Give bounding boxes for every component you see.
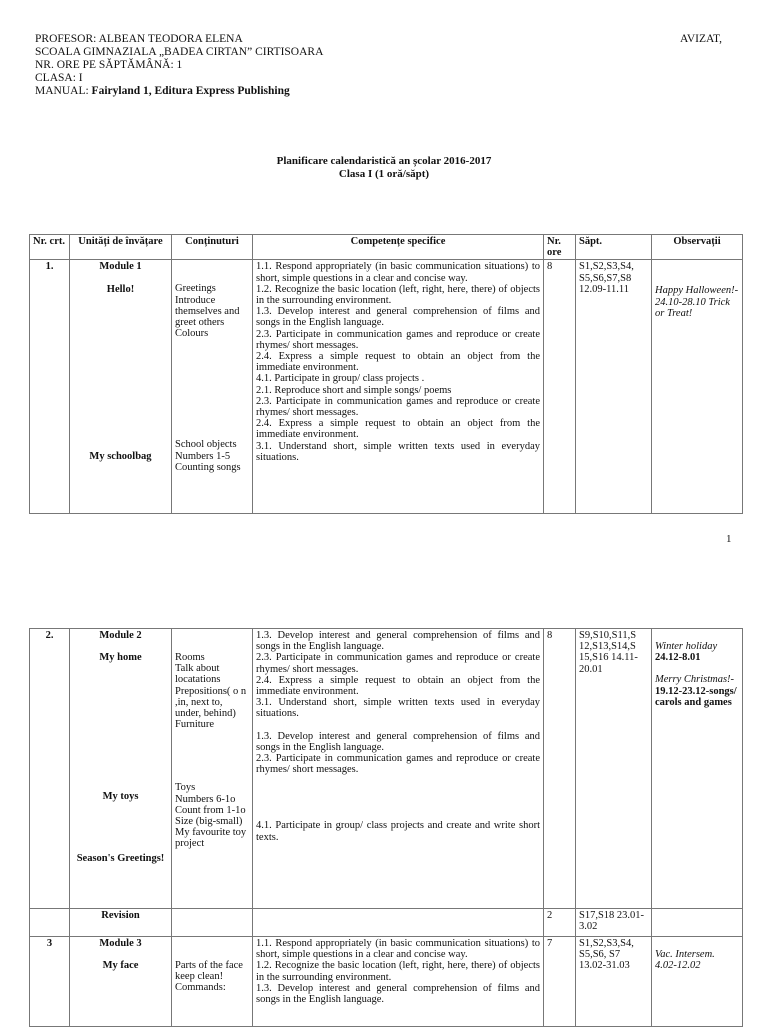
page-number: 1 — [726, 533, 732, 545]
module2-content-b: Toys Numbers 6-1o Count from 1-1o Size (big-small) My favourite toy project — [175, 782, 247, 850]
module3-hours: 7 — [544, 937, 576, 1027]
module2-obs-a: Winter holiday — [655, 641, 718, 652]
module3-weeks: S1,S2,S3,S4, S5,S6, S7 13.02-31.03 — [576, 937, 652, 1027]
header-class: CLASA: I — [35, 72, 83, 84]
table-row — [30, 909, 743, 937]
planning-table-page2 — [29, 628, 743, 1027]
col-sapt: Săpt. — [576, 235, 652, 260]
module2-obs-b: 24.12-8.01 — [655, 652, 701, 664]
manual-label: MANUAL: — [35, 85, 92, 97]
module3-content — [172, 937, 253, 1027]
header-school: SCOALA GIMNAZIALA „BADEA CIRTAN” CIRTISOARA — [35, 46, 324, 58]
col-continuturi: Conținuturi — [172, 235, 253, 260]
revision-competences — [253, 909, 544, 937]
module3-title: Module 3 — [99, 938, 142, 949]
module2-nr: 2. — [30, 629, 70, 909]
revision-label: Revision — [101, 910, 140, 921]
module2-weeks: S9,S10,S11,S 12,S13,S14,S 15,S16 14.11-20.01 — [576, 629, 652, 909]
module1-unit-b: My schoolbag — [89, 450, 152, 462]
approval-label: AVIZAT, — [680, 33, 723, 45]
module1-content — [172, 260, 253, 514]
document-header — [35, 33, 323, 98]
header-hours: NR. ORE PE SĂPTĂMÂNĂ: 1 — [35, 59, 183, 71]
module2-unit-a: My home — [99, 652, 142, 664]
table-row — [30, 937, 743, 1027]
competence-item: 2.3. Participate in communication games and reproduce or create rhymes/ short messages. — [256, 395, 540, 419]
module1-unit-a: Hello! — [106, 283, 135, 295]
module1-competences — [253, 260, 544, 514]
module2-content — [172, 629, 253, 909]
module2-title: Module 2 — [99, 630, 142, 641]
revision-obs — [652, 909, 743, 937]
module3-obs-text: Vac. Intersem. 4.02-12.02 — [655, 949, 715, 972]
module1-hours: 8 — [544, 260, 576, 514]
competence-item: 2.3. Participate in communication games and reproduce or create rhymes/ short messages. — [256, 753, 540, 776]
competence-item: 4.1. Participate in group/ class projects and create and write short texts. — [256, 820, 540, 843]
competence-item: 1.3. Develop interest and general comprehension of films and songs in the English language. — [256, 730, 540, 753]
revision-content — [172, 909, 253, 937]
competence-item: 2.3. Participate in communication games and reproduce or create rhymes/ short messages. — [256, 328, 540, 351]
module2-content-a: Rooms Talk about locatations Prepositions( o n ,in, next to, under, behind) Furniture — [175, 652, 247, 731]
module1-unit — [70, 260, 172, 514]
competence-item: 1.2. Recognize the basic location (left, right, here, there) of objects in the surrounding environment. — [256, 960, 540, 983]
col-competente: Competențe specifice — [253, 235, 544, 260]
manual-value: Fairyland 1, Editura Express Publishing — [91, 85, 290, 97]
revision-hours: 2 — [544, 909, 576, 937]
competence-item: 3.1. Understand short, simple written texts used in everyday situations. — [256, 440, 540, 463]
module2-competences — [253, 629, 544, 909]
module1-content-b: School objects Numbers 1-5 Counting songs — [175, 439, 241, 473]
header-teacher: PROFESOR: ALBEAN TEODORA ELENA — [35, 33, 243, 45]
module2-unit-b: My toys — [102, 791, 139, 803]
module2-obs-c: Merry Christmas!- — [655, 674, 735, 686]
competence-item: 2.4. Express a simple request to obtain an object from the immediate environment. — [256, 418, 540, 441]
page-title — [0, 155, 768, 181]
module3-nr: 3 — [30, 937, 70, 1027]
module3-competences — [253, 937, 544, 1027]
table-row — [30, 260, 743, 514]
module1-obs-text: Happy Halloween!- 24.10-28.10 Trick or Treat! — [655, 285, 739, 319]
col-ore: Nr. ore — [544, 235, 576, 260]
title-line-1: Planificare calendaristică an școlar 2016-2017 — [276, 155, 492, 167]
module1-title: Module 1 — [99, 261, 142, 273]
col-unitati: Unități de învățare — [70, 235, 172, 260]
module2-unit-c: Season's Greetings! — [76, 852, 165, 864]
competence-item: 1.3. Develop interest and general comprehension of films and songs in the English language. — [256, 630, 540, 653]
module1-nr: 1. — [30, 260, 70, 514]
col-obs: Observații — [652, 235, 743, 260]
header-manual — [35, 85, 323, 98]
competence-item: 1.3. Develop interest and general comprehension of films and songs in the English language. — [256, 982, 540, 1006]
competence-item: 3.1. Understand short, simple written texts used in everyday situations. — [256, 697, 540, 720]
competence-item: 1.1. Respond appropriately (in basic communication situations) to short, simple questions in a clear and concise way. — [256, 261, 540, 284]
module1-content-a: Greetings Introduce themselves and greet others Colours — [175, 283, 240, 340]
competence-item: 1.2. Recognize the basic location (left, right, here, there) of objects in the surrounding environment. — [256, 283, 540, 307]
competence-item: 2.3. Participate in communication games and reproduce or create rhymes/ short messages. — [256, 652, 540, 675]
revision-nr — [30, 909, 70, 937]
table-row — [30, 629, 743, 909]
table-header-row — [30, 235, 743, 260]
title-line-2: Clasa I (1 oră/săpt) — [338, 168, 430, 180]
module3-obs — [652, 937, 743, 1027]
col-nr: Nr. crt. — [30, 235, 70, 260]
module3-unit — [70, 937, 172, 1027]
module2-unit — [70, 629, 172, 909]
planning-table-page1 — [29, 234, 743, 514]
competence-item: 1.3. Develop interest and general comprehension of films and songs in the English language. — [256, 306, 540, 329]
competence-item: 1.1. Respond appropriately (in basic communication situations) to short, simple questions in a clear and concise way. — [256, 938, 540, 961]
module2-obs — [652, 629, 743, 909]
module3-unit-a: My face — [102, 960, 139, 972]
module2-obs-d: 19.12-23.12-songs/ carols and games — [655, 685, 737, 708]
revision-unit — [70, 909, 172, 937]
module1-obs — [652, 260, 743, 514]
revision-weeks: S17,S18 23.01-3.02 — [576, 909, 652, 937]
competence-item: 4.1. Participate in group/ class projects . — [256, 373, 425, 385]
module3-content-a: Parts of the face keep clean! Commands: — [175, 960, 243, 994]
competence-item: 2.1. Reproduce short and simple songs/ poems — [256, 384, 452, 396]
module1-weeks: S1,S2,S3,S4, S5,S6,S7,S8 12.09-11.11 — [576, 260, 652, 514]
competence-item: 2.4. Express a simple request to obtain an object from the immediate environment. — [256, 674, 540, 698]
module2-hours: 8 — [544, 629, 576, 909]
competence-item: 2.4. Express a simple request to obtain an object from the immediate environment. — [256, 351, 540, 374]
